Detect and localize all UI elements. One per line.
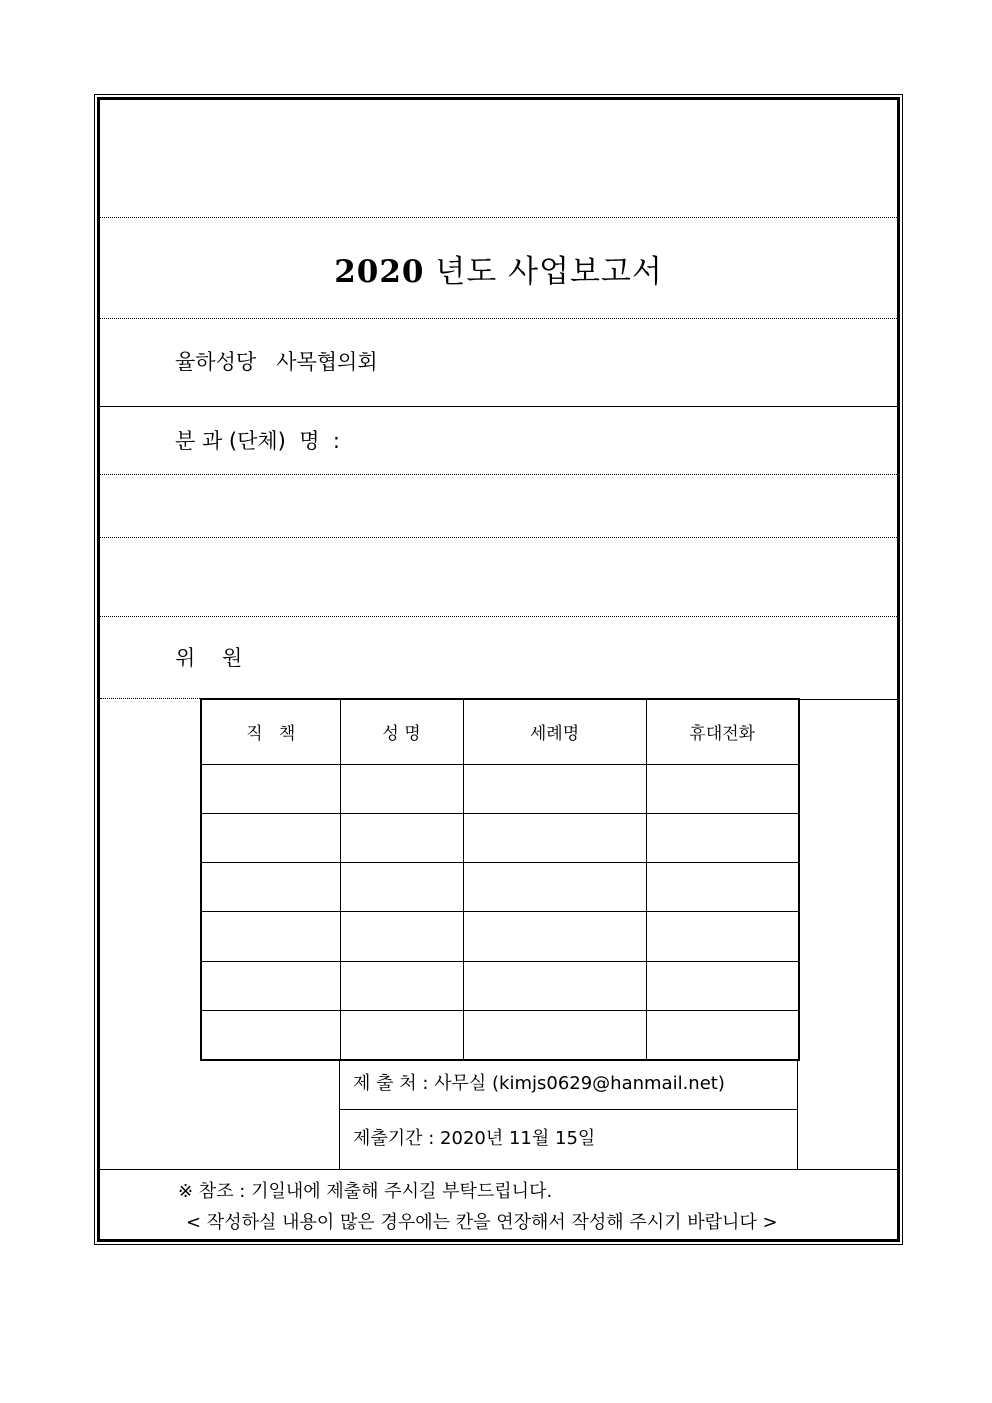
cell-mobile[interactable] [646, 813, 799, 862]
cell-mobile[interactable] [646, 912, 799, 961]
cell-position[interactable] [201, 961, 340, 1010]
cell-name[interactable] [340, 1011, 463, 1060]
title-year: 2020 [334, 254, 425, 290]
title-text: 년도 사업보고서 [424, 254, 663, 290]
group-name-field[interactable]: 분 과 (단체) 명 : [175, 429, 340, 453]
cell-position[interactable] [201, 764, 340, 813]
instruction-note: < 작성하실 내용이 많은 경우에는 칸을 연장해서 작성해 주시기 바랍니다 > [186, 1212, 778, 1233]
table-row [201, 863, 799, 912]
cell-position[interactable] [201, 813, 340, 862]
cell-name[interactable] [340, 912, 463, 961]
divider-members-left [100, 698, 200, 699]
table-row [201, 813, 799, 862]
organization-label: 율하성당 사목협의회 [175, 350, 378, 374]
reference-note: ※ 참조 : 기일내에 제출해 주시길 부탁드립니다. [178, 1181, 553, 1202]
divider-blank-1 [100, 537, 897, 538]
submission-deadline: 제출기간 : 2020년 11월 15일 [353, 1128, 596, 1149]
cell-baptismal-name[interactable] [463, 764, 646, 813]
cell-position[interactable] [201, 1011, 340, 1060]
cell-mobile[interactable] [646, 863, 799, 912]
column-header-name: 성 명 [340, 699, 463, 764]
column-header-mobile: 휴대전화 [646, 699, 799, 764]
cell-mobile[interactable] [646, 1011, 799, 1060]
cell-name[interactable] [340, 813, 463, 862]
cell-name[interactable] [340, 764, 463, 813]
column-header-position: 직 책 [201, 699, 340, 764]
table-header-row [201, 699, 799, 764]
cell-baptismal-name[interactable] [463, 863, 646, 912]
cell-baptismal-name[interactable] [463, 912, 646, 961]
divider-blank-2 [100, 616, 897, 617]
cell-mobile[interactable] [646, 764, 799, 813]
cell-mobile[interactable] [646, 961, 799, 1010]
cell-name[interactable] [340, 863, 463, 912]
cell-baptismal-name[interactable] [463, 1011, 646, 1060]
column-header-baptismal-name: 세례명 [463, 699, 646, 764]
cell-position[interactable] [201, 912, 340, 961]
cell-baptismal-name[interactable] [463, 813, 646, 862]
divider-members-right [798, 699, 897, 700]
table-row [201, 912, 799, 961]
submission-box [339, 1060, 798, 1170]
members-label: 위 원 [175, 646, 243, 670]
divider-organization [100, 406, 897, 407]
members-table [200, 698, 800, 1061]
cell-name[interactable] [340, 961, 463, 1010]
cell-baptismal-name[interactable] [463, 961, 646, 1010]
page-title [100, 246, 897, 291]
divider-top [100, 217, 897, 218]
submission-recipient: 제 출 처 : 사무실 (kimjs0629@hanmail.net) [340, 1060, 797, 1110]
table-row [201, 961, 799, 1010]
table-row [201, 764, 799, 813]
divider-title [100, 318, 897, 319]
divider-group-name [100, 474, 897, 475]
cell-position[interactable] [201, 863, 340, 912]
table-row [201, 1011, 799, 1060]
